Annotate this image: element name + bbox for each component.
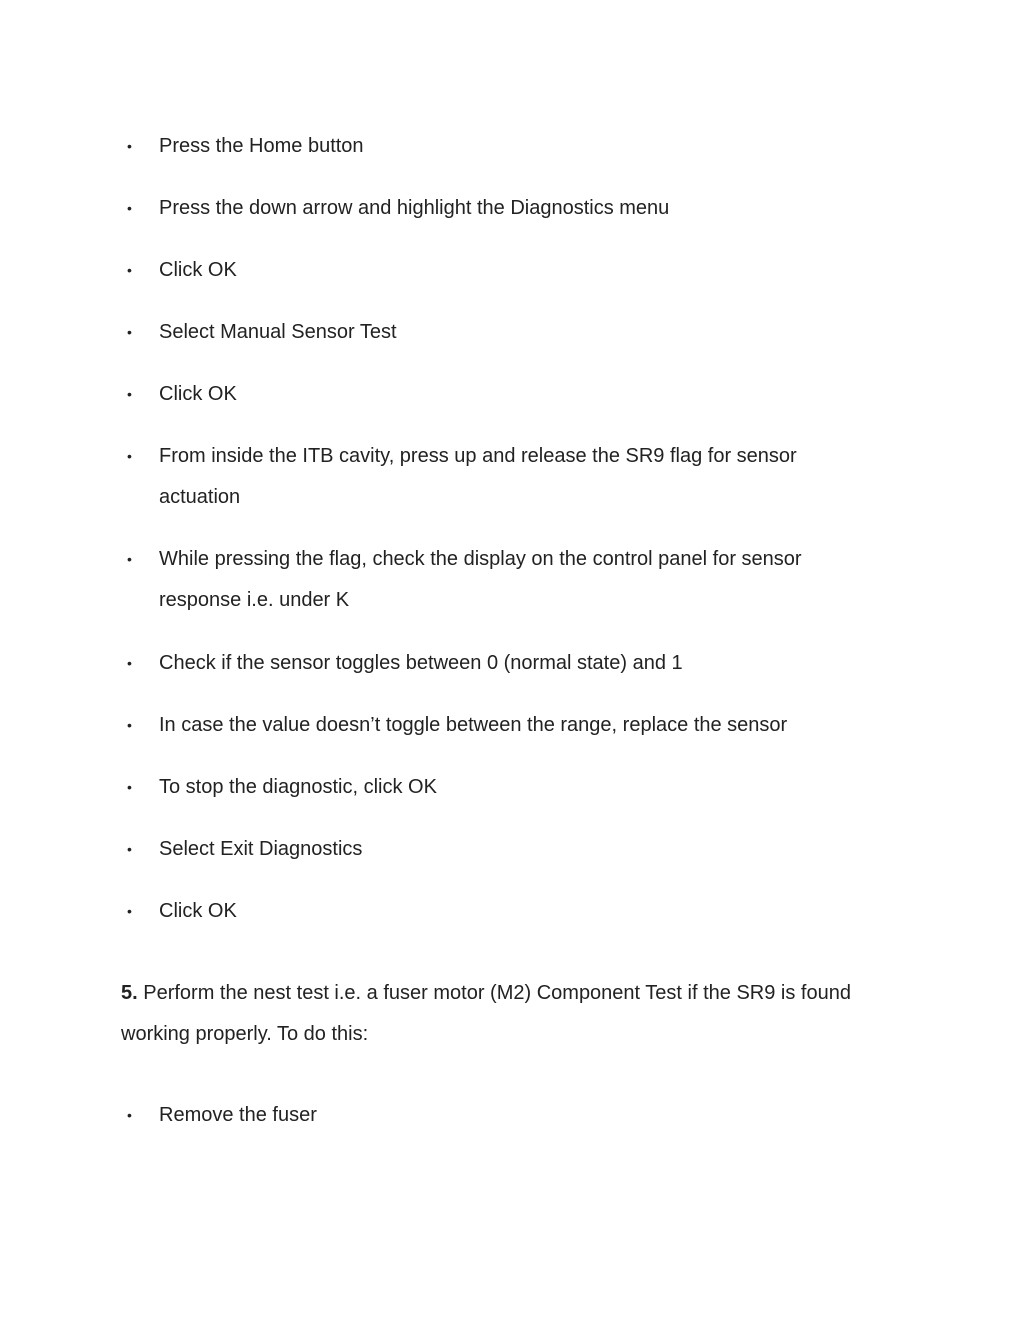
step-5-paragraph xyxy=(121,973,921,1055)
list-item xyxy=(127,767,879,808)
bullet-icon: • xyxy=(127,1107,132,1123)
bullet-icon: • xyxy=(127,779,132,795)
bullet-icon: • xyxy=(127,262,132,278)
list-item-text: Select Exit Diagnostics xyxy=(159,838,363,860)
list-item-text: Click OK xyxy=(159,259,237,281)
list-item xyxy=(127,436,849,518)
bullet-icon: • xyxy=(127,138,132,154)
list-item-text: To stop the diagnostic, click OK xyxy=(159,776,437,798)
bullet-icon: • xyxy=(127,386,132,402)
list-item xyxy=(127,250,879,291)
list-item-text: Press the Home button xyxy=(159,135,364,157)
list-item-text: From inside the ITB cavity, press up and release the SR9 flag for sensor actuation xyxy=(159,445,797,508)
list-item xyxy=(127,539,859,621)
list-item-text: Remove the fuser xyxy=(159,1104,317,1126)
list-item-text: Click OK xyxy=(159,900,237,922)
list-item xyxy=(127,829,879,870)
step-number: 5. xyxy=(121,982,138,1004)
list-item-text: In case the value doesn’t toggle between the range, replace the sensor xyxy=(159,714,788,736)
list-item-text: Click OK xyxy=(159,383,237,405)
bullet-icon: • xyxy=(127,717,132,733)
bullet-icon: • xyxy=(127,903,132,919)
list-item xyxy=(127,891,879,932)
list-item-text: Check if the sensor toggles between 0 (normal state) and 1 xyxy=(159,652,683,674)
list-item xyxy=(127,705,879,746)
step-5-text: Perform the nest test i.e. a fuser motor (M2) Component Test if the SR9 is found working properly. To do this: xyxy=(121,982,851,1045)
bullet-icon: • xyxy=(127,324,132,340)
bullet-icon: • xyxy=(127,448,132,464)
bullet-icon: • xyxy=(127,655,132,671)
list-item xyxy=(127,188,879,229)
list-item xyxy=(127,374,879,415)
bullet-icon: • xyxy=(127,841,132,857)
list-item-text: While pressing the flag, check the display on the control panel for sensor response i.e. under K xyxy=(159,548,802,611)
bullet-icon: • xyxy=(127,200,132,216)
list-item xyxy=(127,312,879,353)
list-item-text: Select Manual Sensor Test xyxy=(159,321,397,343)
list-item-text: Press the down arrow and highlight the Diagnostics menu xyxy=(159,197,670,219)
list-item xyxy=(127,126,879,167)
list-item xyxy=(127,643,879,684)
bullet-icon: • xyxy=(127,551,132,567)
list-item xyxy=(127,1095,879,1136)
